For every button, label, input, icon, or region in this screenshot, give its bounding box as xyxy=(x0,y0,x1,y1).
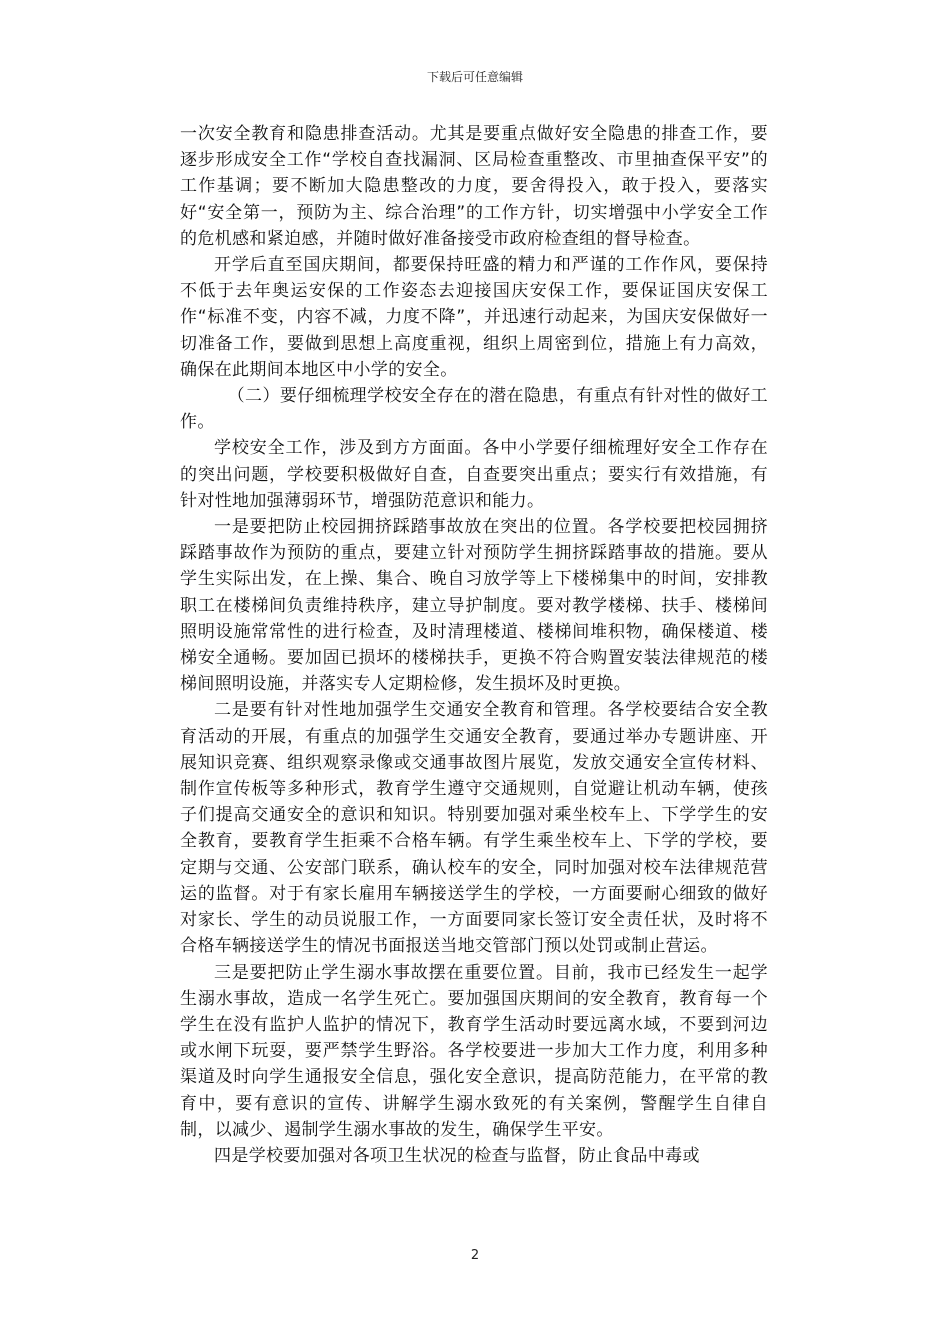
paragraph-drowning-prevention: 三是要把防止学生溺水事故摆在重要位置。目前，我市已经发生一起学生溺水事故，造成一名学生死亡。要加强国庆期间的安全教育，教育每一个学生在没有监护人监护的情况下，教育学生活动时要远离水域，不要到河边或水闸下玩耍，要严禁学生野浴。各学校要进一步加大工作力度，利用多种渠道及时向学生通报安全信息，强化安全意识，提高防范能力，在平常的教育中，要有意识的宣传、讲解学生溺水致死的有关案例，警醒学生自律自制，以减少、遏制学生溺水事故的发生，确保学生平安。 xyxy=(180,962,768,1140)
paragraph-school-safety: 学校安全工作，涉及到方方面面。各中小学要仔细梳理好安全工作存在的突出问题，学校要积极做好自查，自查要突出重点；要实行有效措施，有针对性地加强薄弱环节，增强防范意识和能力。 xyxy=(180,438,768,511)
paragraph-national-day-security: 开学后直至国庆期间，都要保持旺盛的精力和严谨的工作作风，要保持不低于去年奥运安保的工作姿态去迎接国庆安保工作，要保证国庆安保工作“标准不变，内容不减，力度不降”，并迅速行动起来，为国庆安保做好一切准备工作，要做到思想上高度重视，组织上周密到位，措施上有力高效，确保在此期间本地区中小学的安全。 xyxy=(180,255,768,380)
paragraph-traffic-safety: 二是要有针对性地加强学生交通安全教育和管理。各学校要结合安全教育活动的开展，有重点的加强学生交通安全教育，要通过举办专题讲座、开展知识竞赛、组织观察录像或交通事故图片展览，发放交通安全宣传材料、制作宣传板等多种形式，教育学生遵守交通规则，自觉避让机动车辆，使孩子们提高交通安全的意识和知识。特别要加强对乘坐校车上、下学学生的安全教育，要教育学生拒乘不合格车辆。有学生乘坐校车上、下学的学校，要定期与交通、公安部门联系，确认校车的安全，同时加强对校车法律规范营运的监督。对于有家长雇用车辆接送学生的学校，一方面要耐心细致的做好对家长、学生的动员说服工作，一方面要同家长签订安全责任状，及时将不合格车辆接送学生的情况书面报送当地交管部门预以处罚或制止营运。 xyxy=(180,700,768,957)
document-body xyxy=(180,121,768,1169)
paragraph-continued: 一次安全教育和隐患排查活动。尤其是要重点做好安全隐患的排查工作，要逐步形成安全工作“学校自查找漏洞、区局检查重整改、市里抽查保平安”的工作基调；要不断加大隐患整改的力度，要舍得投入，敢于投入，要落实好“安全第一，预防为主、综合治理”的工作方针，切实增强中小学安全工作的危机感和紧迫感，并随时做好准备接受市政府检查组的督导检查。 xyxy=(180,124,768,249)
section-heading-2: （二）要仔细梳理学校安全存在的潜在隐患，有重点有针对性的做好工作。 xyxy=(180,386,768,433)
page-number: 2 xyxy=(470,1248,480,1263)
paragraph-stampede-prevention: 一是要把防止校园拥挤踩踏事故放在突出的位置。各学校要把校园拥挤踩踏事故作为预防的重点，要建立针对预防学生拥挤踩踏事故的措施。要从学生实际出发，在上操、集合、晚自习放学等上下楼梯集中的时间，安排教职工在楼梯间负责维持秩序，建立导护制度。要对教学楼梯、扶手、楼梯间照明设施常常性的进行检查，及时清理楼道、楼梯间堆积物，确保楼道、楼梯安全通畅。要加固已损坏的楼梯扶手，更换不符合购置安装法律规范的楼梯间照明设施，并落实专人定期检修，发生损坏及时更换。 xyxy=(180,517,768,695)
page-header: 下载后可任意编辑 xyxy=(426,70,523,84)
paragraph-hygiene-inspection: 四是学校要加强对各项卫生状况的检查与监督，防止食品中毒或 xyxy=(214,1145,700,1166)
